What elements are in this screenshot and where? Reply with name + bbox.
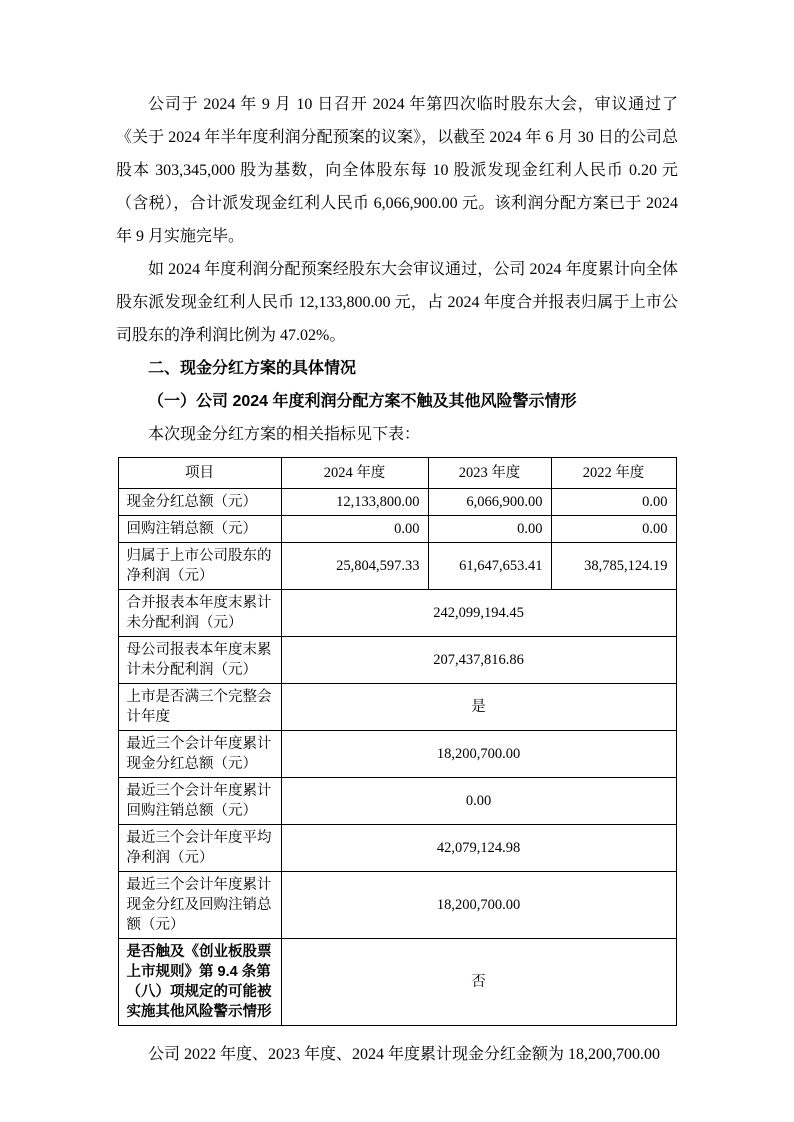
closing-paragraph: 公司 2022 年度、2023 年度、2024 年度累计现金分红金额为 18,200,700.00 [148, 1046, 661, 1063]
column-header-2023: 2023 年度 [428, 458, 551, 489]
row-value: 61,647,653.41 [428, 543, 551, 590]
paragraph-annual-dividend-plan: 如 2024 年度利润分配预案经股东大会审议通过，公司 2024 年度累计向全体股东派发现金红利人民币 12,133,800.00 元，占 2024 年度合并报表归属于上市公司股东的净利润比例为 47.02%。 [116, 261, 678, 344]
row-value: 38,785,124.19 [551, 543, 676, 590]
section-heading-cash-dividend-details: 二、现金分红方案的具体情况 [148, 360, 357, 377]
row-label: 是否触及《创业板股票上市规则》第 9.4 条第（八）项规定的可能被实施其他风险警示情形 [118, 939, 281, 1026]
row-label: 最近三个会计年度平均净利润（元） [118, 825, 281, 872]
row-value: 0.00 [428, 516, 551, 543]
table-header-row [118, 458, 676, 489]
column-header-item: 项目 [118, 458, 281, 489]
table-row [118, 543, 676, 590]
row-label: 最近三个会计年度累计现金分红总额（元） [118, 731, 281, 778]
table-row [118, 825, 676, 872]
row-label: 母公司报表本年度末累计未分配利润（元） [118, 637, 281, 684]
table-row [118, 778, 676, 825]
dividend-indicators-table [118, 457, 677, 1026]
row-label: 最近三个会计年度累计现金分红及回购注销总额（元） [118, 872, 281, 939]
row-value-merged: 207,437,816.86 [281, 637, 676, 684]
row-value: 0.00 [551, 516, 676, 543]
row-label: 回购注销总额（元） [118, 516, 281, 543]
row-label: 归属于上市公司股东的净利润（元） [118, 543, 281, 590]
row-value-merged: 242,099,194.45 [281, 590, 676, 637]
row-value-merged: 18,200,700.00 [281, 872, 676, 939]
row-value: 0.00 [551, 489, 676, 516]
row-label: 合并报表本年度末累计未分配利润（元） [118, 590, 281, 637]
table-row [118, 489, 676, 516]
row-label: 最近三个会计年度累计回购注销总额（元） [118, 778, 281, 825]
subsection-heading-no-risk-warning: （一）公司 2024 年度利润分配方案不触及其他风险警示情形 [148, 393, 577, 410]
table-row [118, 590, 676, 637]
row-value: 0.00 [281, 516, 428, 543]
table-row [118, 684, 676, 731]
row-value-merged: 18,200,700.00 [281, 731, 676, 778]
table-intro-text: 本次现金分红方案的相关指标见下表： [148, 426, 421, 443]
row-value-merged: 0.00 [281, 778, 676, 825]
table-row [118, 872, 676, 939]
row-label: 上市是否满三个完整会计年度 [118, 684, 281, 731]
row-value-merged: 否 [281, 939, 676, 1026]
row-value-merged: 是 [281, 684, 676, 731]
table-row [118, 637, 676, 684]
column-header-2024: 2024 年度 [281, 458, 428, 489]
column-header-2022: 2022 年度 [551, 458, 676, 489]
row-label: 现金分红总额（元） [118, 489, 281, 516]
table-row [118, 731, 676, 778]
row-value: 25,804,597.33 [281, 543, 428, 590]
row-value: 6,066,900.00 [428, 489, 551, 516]
row-value-merged: 42,079,124.98 [281, 825, 676, 872]
row-value: 12,133,800.00 [281, 489, 428, 516]
table-row [118, 516, 676, 543]
table-row [118, 939, 676, 1026]
paragraph-interim-dividend-2024: 公司于 2024 年 9 月 10 日召开 2024 年第四次临时股东大会，审议通过了《关于 2024 年半年度利润分配预案的议案》，以截至 2024 年 6 月 30 日的公司总股本 303,345,000 股为基数，向全体股东每 10 股派发现金红利人民币 0.20 元（含税），合计派发现金红利人民币 6,066,900.00 元。该利润分配方案已于 2024 年 9 月实施完毕。 [116, 96, 678, 245]
table-body [118, 489, 676, 1026]
